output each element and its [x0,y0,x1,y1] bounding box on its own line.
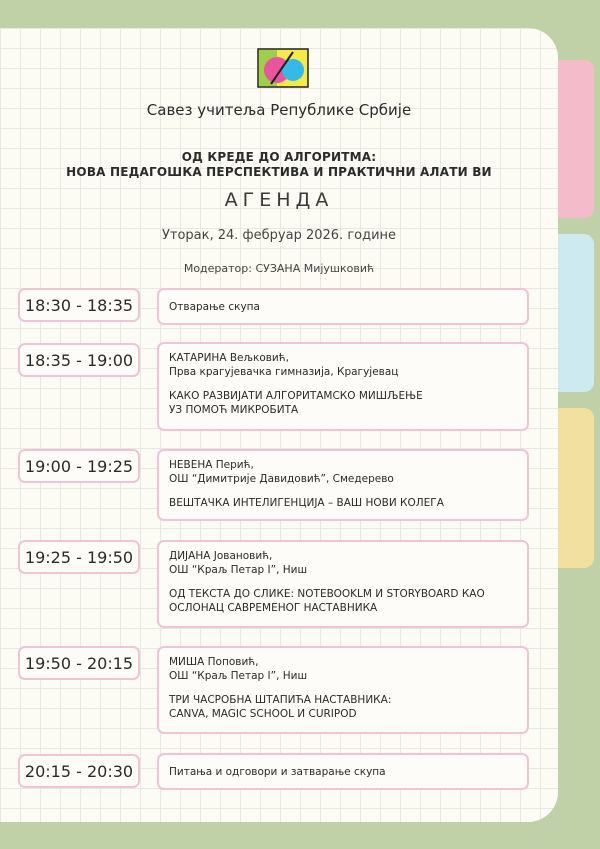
moderator: Модератор: СУЗАНА Мијушковић [183,262,375,275]
agenda-heading: АГЕНДА [224,189,334,211]
session-topic: ТРИ ЧАСРОБНА ШТАПИЋА НАСТАВНИКА: [169,694,392,706]
time-slot: 20:15 - 20:30 [18,754,140,788]
time-slot: 19:00 - 19:25 [18,449,140,483]
speaker-name: КАТАРИНА Вељковић, [169,352,289,364]
session-topic-cont: ОСЛОНАЦ САВРЕМЕНОГ НАСТАВНИКА [169,602,378,614]
session-info [157,540,529,628]
session-topic-cont: УЗ ПОМОЋ МИКРОБИТА [169,404,299,416]
speaker-school: ОШ “Димитрије Давидовић”, Смедерево [169,473,394,485]
time-slot: 19:25 - 19:50 [18,540,140,574]
speaker-name: ДИЈАНА Јовановић, [169,550,273,562]
logo-icon [257,48,309,88]
session-title: Питања и одговори и затварање скупа [169,765,386,778]
time-slot: 18:35 - 19:00 [18,343,140,377]
session-info [157,753,529,790]
event-title-line1: ОД КРЕДЕ ДО АЛГОРИТМА: [181,150,377,164]
session-info [157,449,529,521]
event-date: Уторак, 24. фебруар 2026. године [161,228,397,243]
session-title: Отварање скупа [169,300,260,313]
event-title-line2: НОВА ПЕДАГОШКА ПЕРСПЕКТИВА И ПРАКТИЧНИ АЛАТИ ВИ [66,165,492,179]
session-topic: ВЕШТАЧКА ИНТЕЛИГЕНЦИЈА – ВАШ НОВИ КОЛЕГА [169,497,444,509]
session-info [157,342,529,431]
speaker-name: НЕВЕНА Перић, [169,459,254,471]
session-topic: КАКО РАЗВИЈАТИ АЛГОРИТАМСКО МИШЉЕЊЕ [169,390,423,402]
session-topic: ОД ТЕКСТА ДО СЛИКЕ: NOTEBOOKLM И STORYBOARD КАО [169,588,485,600]
session-info [157,288,529,325]
time-slot: 19:50 - 20:15 [18,646,140,680]
organization-name: Савез учитеља Републике Србије [146,101,412,119]
speaker-school: ОШ “Краљ Петар I”, Ниш [169,564,308,576]
time-slot: 18:30 - 18:35 [18,288,140,322]
speaker-school: ОШ “Краљ Петар I”, Ниш [169,670,308,682]
speaker-school: Прва крагујевачка гимназија, Крагујевац [169,366,399,378]
speaker-name: МИША Поповић, [169,656,259,668]
session-topic-cont: CANVA, MAGIC SCHOOL И CURIPOD [169,708,357,720]
session-info [157,646,529,734]
